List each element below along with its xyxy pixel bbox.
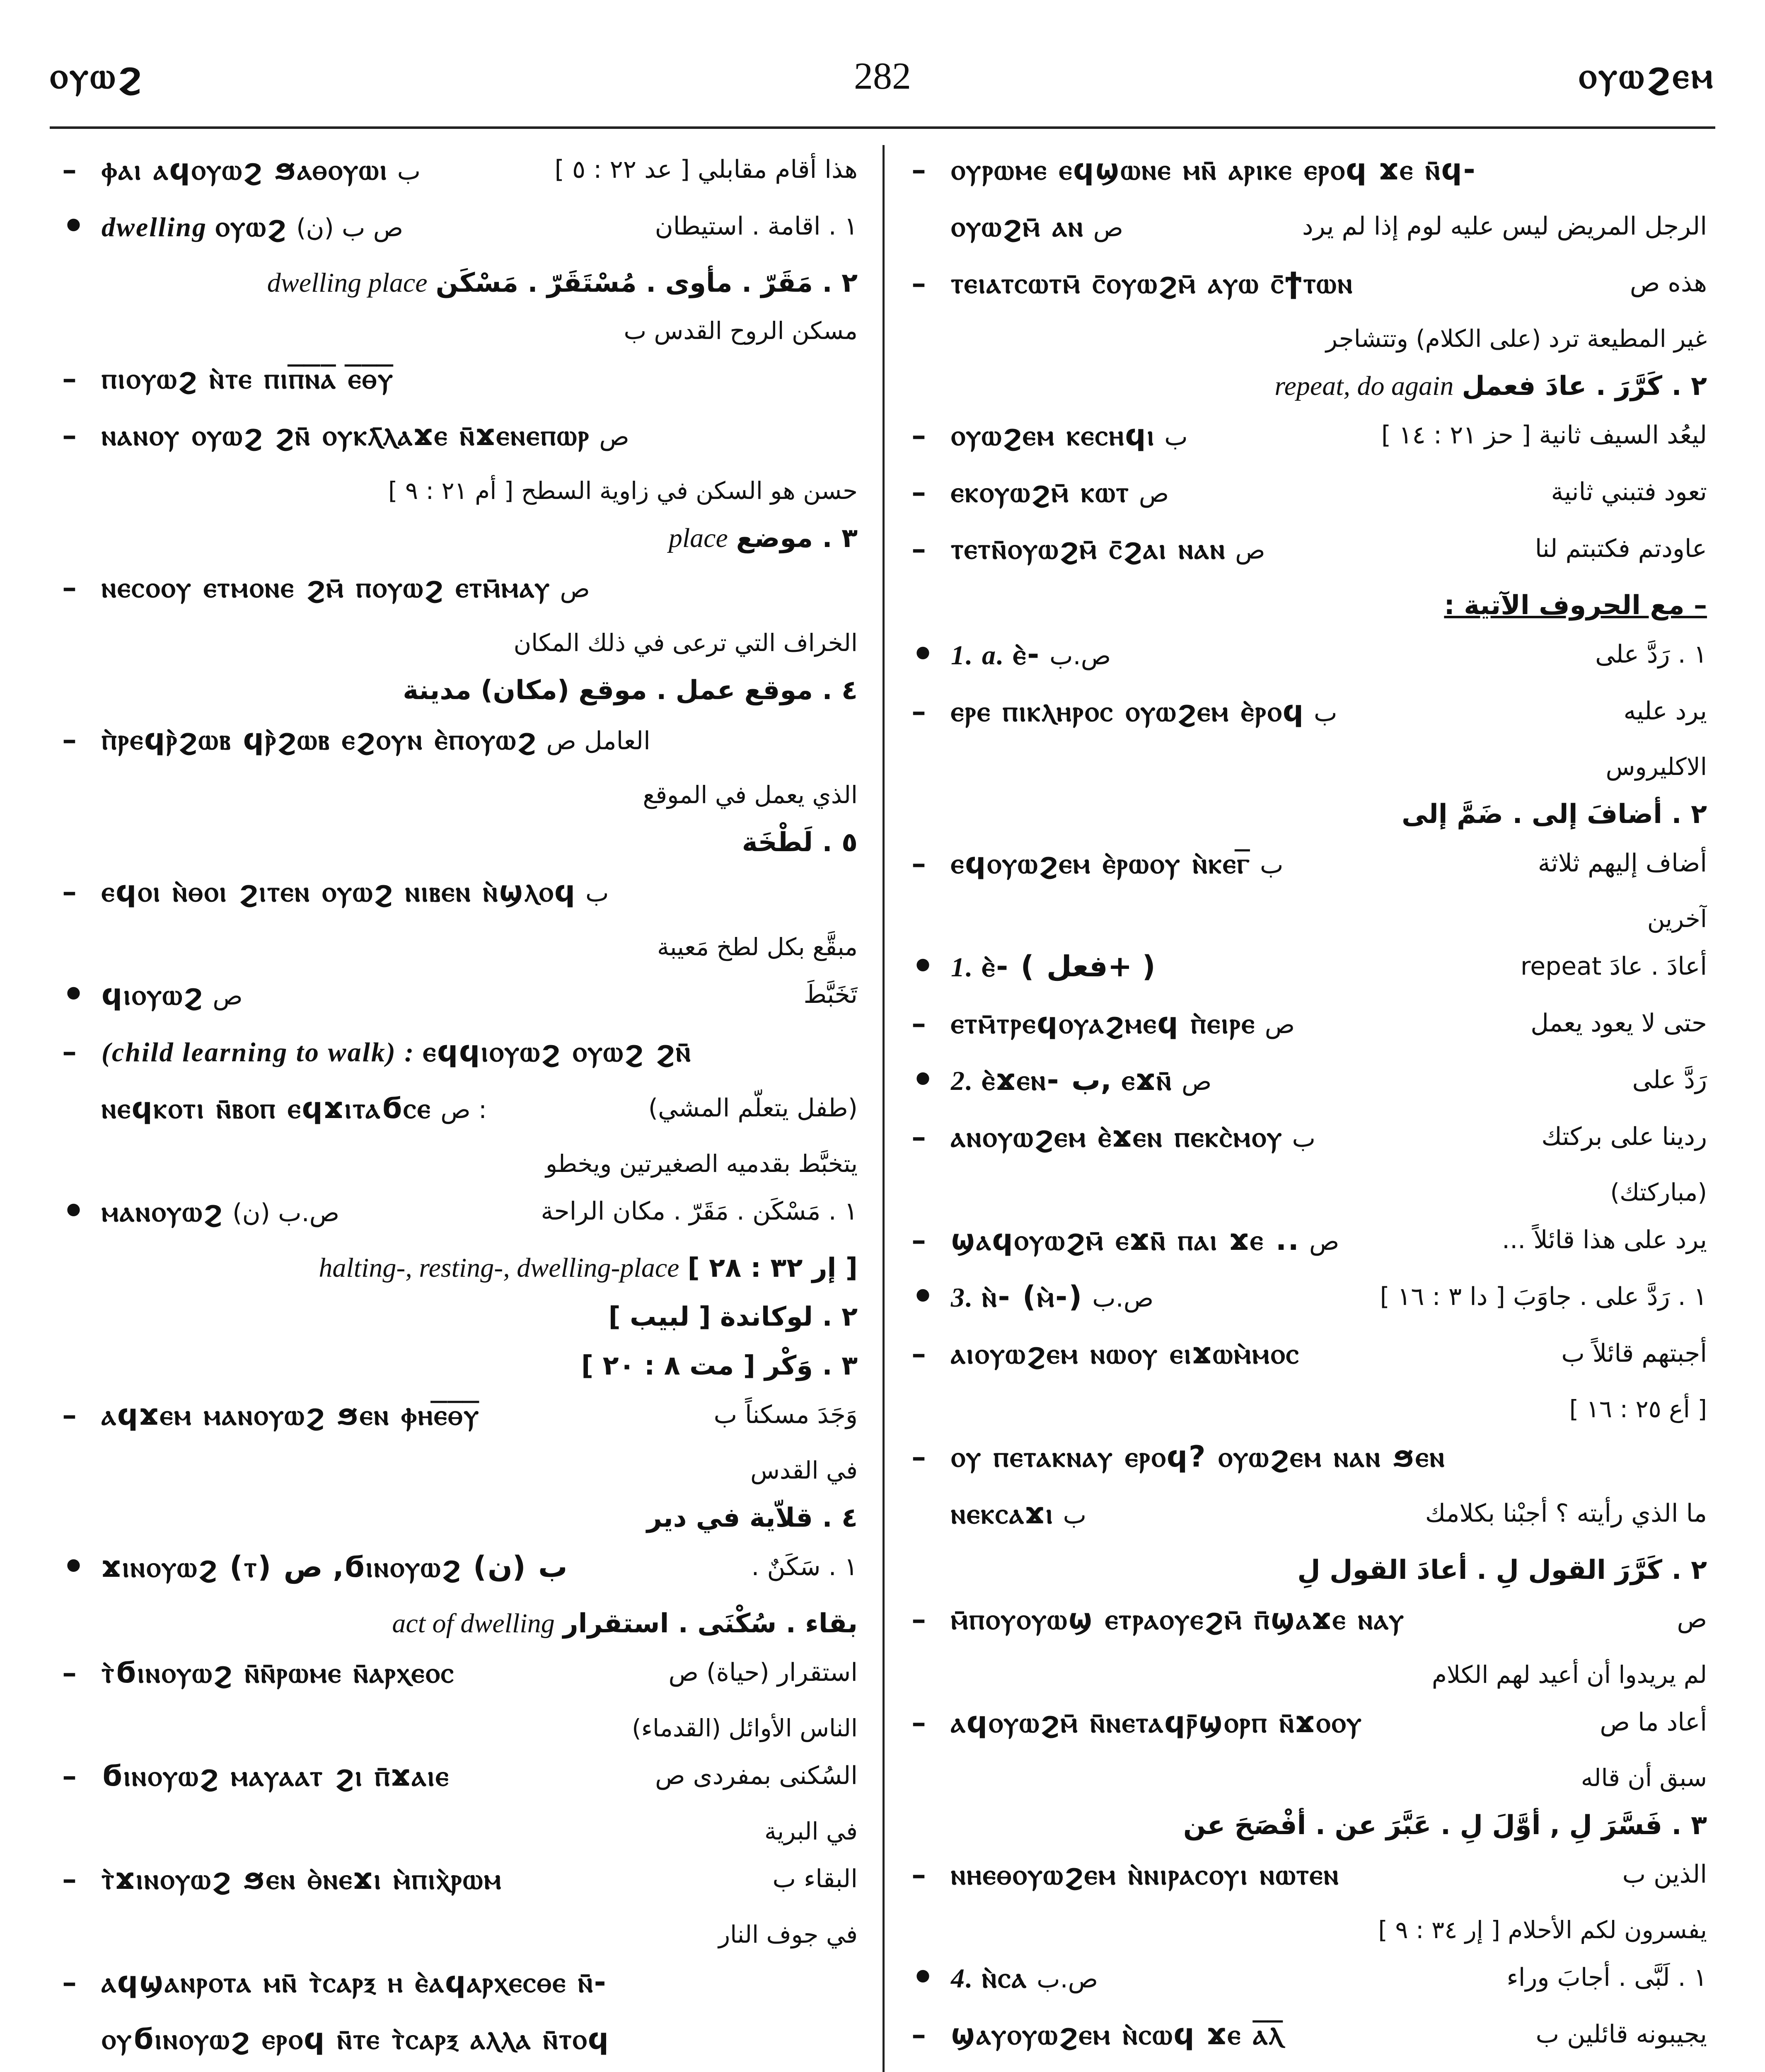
- coptic-phrase: ⲡⲓⲟⲩⲱϩ ⲛ̀ⲧⲉ ⲡⲓⲡ̅ⲛ̅ⲁ̅ ⲉ̅ⲑ̅ⲩ̅: [102, 361, 394, 395]
- entry-line: [62, 563, 858, 620]
- definition-arabic: بقاء . سُكْنَى . استقرار: [563, 1608, 858, 1639]
- dialect-tag: ص: [1181, 1067, 1212, 1096]
- coptic-text: [62, 563, 551, 612]
- entry-line: [62, 1648, 858, 1705]
- arabic-gloss-line: غير المطيعة ترد (على الكلام) وتتشاجر: [1325, 324, 1707, 353]
- dialect-tag: ص.ب: [1049, 641, 1111, 670]
- dash-marker: –: [62, 152, 77, 186]
- dash-marker: –: [912, 1705, 926, 1739]
- coptic-phrase: ϥⲓⲟⲩⲱϩ: [102, 978, 204, 1012]
- entry-line: [62, 1084, 858, 1140]
- definition-arabic: ٥ . لَطْخَة: [742, 827, 858, 858]
- dash-marker: –: [912, 418, 926, 452]
- entry-line: [912, 202, 1707, 259]
- coptic-phrase: ⲙⲁⲛⲟⲩⲱϩ: [102, 1194, 224, 1228]
- entry-line: [912, 259, 1707, 315]
- coptic-text: [62, 1390, 480, 1439]
- sense-definition: [62, 1599, 858, 1648]
- dialect-tag: ص :: [440, 1095, 487, 1124]
- dash-marker: –: [912, 1602, 926, 1636]
- arabic-translation: يجيبونه قائلين ب: [1535, 2020, 1707, 2049]
- entry-line: [912, 2010, 1707, 2067]
- dialect-tag: ب: [585, 879, 609, 908]
- coptic-phrase: ⲉ̀- ( فعل+ ): [982, 949, 1157, 983]
- sense-definition: [62, 514, 858, 563]
- coptic-phrase: ⲉⲣⲉ ⲡⲓⲕⲗⲏⲣⲟⲥ ⲟⲩⲱϩⲉⲙ ⲉ̀ⲣⲟϥ: [951, 694, 1305, 728]
- coptic-text: [912, 2010, 1284, 2059]
- english-label: 1.: [951, 952, 982, 983]
- bullet-marker: •: [62, 205, 85, 247]
- bullet-marker: •: [912, 1059, 934, 1101]
- header-rule: [50, 126, 1715, 129]
- sense-definition: [62, 1244, 858, 1293]
- coptic-text: [62, 1854, 502, 1903]
- sense-definition: [62, 259, 858, 307]
- page-header: [50, 54, 1715, 133]
- english-label: (child learning to walk) :: [102, 1037, 423, 1067]
- arabic-translation: أعاد ما ص: [1600, 1708, 1707, 1737]
- coptic-text: [912, 1595, 1405, 1644]
- coptic-text: [62, 1027, 692, 1077]
- section-subheading: – مع الحروف الآتية :: [1444, 590, 1707, 621]
- entry-line: [912, 1595, 1707, 1651]
- coptic-phrase: ⲛⲉⲥⲟⲟⲩ ⲉⲧⲙⲟⲛⲉ ϩⲙ̄ ⲡⲟⲩⲱϩ ⲉⲧⲙ̄ⲙⲁⲩ: [102, 570, 551, 604]
- entry-line: [912, 1432, 1707, 1489]
- coptic-text: [62, 354, 394, 403]
- bullet-marker: •: [912, 1276, 934, 1317]
- entry-line: [62, 1027, 858, 1084]
- coptic-phrase: ⲧ̀ϫⲓⲛⲟⲩⲱϩ ϧⲉⲛ ⲑ̀ⲛⲉϫⲓ ⲙ̀ⲡⲓⲭ̀ⲣⲱⲙ: [102, 1862, 503, 1896]
- arabic-gloss-line: الخراف التي ترعى في ذلك المكان: [513, 629, 858, 657]
- entry-line: [62, 145, 858, 202]
- english-label: 1. a.: [951, 640, 1013, 670]
- arabic-translation: رَدَّ على: [1632, 1065, 1707, 1094]
- entry-line: [912, 999, 1707, 1055]
- dash-marker: –: [912, 1006, 926, 1040]
- bullet-marker: •: [912, 633, 934, 675]
- coptic-text: [912, 202, 1084, 251]
- arabic-gloss-line: (مباركتك): [1610, 1178, 1707, 1206]
- coptic-text: [62, 2014, 610, 2063]
- definition-english: halting-, resting-, dwelling-place: [319, 1253, 679, 1283]
- coptic-phrase: ⲁϥϫⲉⲙ ⲙⲁⲛⲟⲩⲱϩ ϧⲉⲛ ⲫⲏⲉ̅ⲑ̅ⲩ̅: [102, 1398, 480, 1432]
- dialect-tag: ص: [1139, 479, 1169, 508]
- coptic-phrase: ⲫⲁⲓ ⲁϥⲟⲩⲱϩ ϧⲁⲑⲟⲩⲱⲓ: [102, 152, 388, 186]
- arabic-translation: وَجَدَ مسكناً ب: [713, 1400, 858, 1429]
- coptic-text: [62, 1751, 450, 1800]
- coptic-text: [912, 942, 1157, 992]
- dash-marker: –: [62, 570, 77, 604]
- coptic-phrase: ⲉⲕⲟⲩⲱϩⲙ̄ ⲕⲱⲧ: [951, 475, 1130, 509]
- coptic-phrase: ⲉⲧⲙ̄ⲧⲣⲉϥⲟⲩⲁϩⲙⲉϥ ⲡ̀ⲉⲓⲣⲉ: [951, 1006, 1256, 1040]
- definition-english: place: [668, 523, 728, 553]
- arabic-translation: الذين ب: [1622, 1860, 1707, 1889]
- dialect-tag: ص ب (ن): [296, 213, 404, 242]
- definition-arabic: ٢ . مَقَرّ . مأوى . مُسْتَقَرّ . مَسْكَن: [435, 268, 858, 298]
- arabic-translation: يرد عليه: [1623, 697, 1707, 726]
- coptic-phrase: ⲛ̀ⲥⲁ: [982, 1961, 1028, 1995]
- sense-definition: [912, 1801, 1707, 1850]
- entry-line: [912, 1215, 1707, 1272]
- arabic-translation: ردينا على بركتك: [1541, 1122, 1707, 1151]
- definition-arabic: ٢ . كَرَّرَ القول لِ . أعادَ القول لِ: [1297, 1555, 1707, 1585]
- coptic-phrase: ⲧ̀ϭⲓⲛⲟⲩⲱϩ ⲛ̄ⲛ̄ⲣⲱⲙⲉ ⲛ̄ⲁⲣⲭⲉⲟⲥ: [102, 1656, 455, 1690]
- coptic-text: [62, 145, 388, 194]
- dialect-tag: ص: [213, 982, 243, 1011]
- dash-marker: –: [62, 1034, 77, 1068]
- entry-line: [62, 2014, 858, 2071]
- arabic-translation: هذا أقام مقابلي [ عد ٢٢ : ٥ ]: [554, 155, 858, 184]
- dash-marker: –: [912, 694, 926, 728]
- arabic-gloss-line: في القدس: [750, 1456, 858, 1484]
- entry-line: [62, 411, 858, 467]
- arabic-translation: تَخَبَّطَ: [803, 980, 858, 1009]
- arabic-translation: البقاء ب: [772, 1864, 858, 1893]
- coptic-phrase: ⲛⲏⲉⲑⲟⲩⲱϩⲉⲙ ⲛ̀ⲛⲓⲣⲁⲥⲟⲩⲓ ⲛⲱⲧⲉⲛ: [951, 1857, 1340, 1891]
- arabic-translation: ١ . لَبَّى . أجابَ وراء: [1506, 1963, 1707, 1992]
- arabic-translation: (طفل يتعلّم المشي): [648, 1094, 858, 1123]
- arabic-gloss-line: الذي يعمل في الموقع: [643, 781, 858, 809]
- coptic-phrase: ϫⲓⲛⲟⲩⲱϩ (ⲧ) ص ,ϭⲓⲛⲟⲩⲱϩ (ن) ب: [102, 1550, 568, 1584]
- arabic-translation: ص: [1677, 1605, 1707, 1634]
- coptic-phrase: ⲟⲩⲱϩⲙ̄ ⲁⲛ: [951, 209, 1084, 243]
- entry-line: [62, 354, 858, 411]
- dialect-tag: ب: [1164, 422, 1188, 451]
- arabic-translation: السُكنى بمفردى ص: [655, 1761, 858, 1790]
- dialect-tag: ب: [397, 157, 421, 186]
- coptic-phrase: ⲙ̄ⲡⲟⲩⲟⲩⲱϣ ⲉⲧⲣⲁⲟⲩⲉϩⲙ̄ ⲡ̄ϣⲁϫⲉ ⲛⲁⲩ: [951, 1602, 1405, 1636]
- bullet-marker: •: [62, 1546, 85, 1588]
- entry-line: [912, 1329, 1707, 1386]
- dash-marker: –: [912, 1119, 926, 1154]
- entry-line: [912, 1272, 1707, 1329]
- dialect-tag: ب: [1260, 850, 1284, 879]
- dash-marker: –: [62, 361, 77, 395]
- arabic-translation: ١ . مَسْكَن . مَقَرّ . مكان الراحة: [541, 1197, 858, 1226]
- arabic-translation: حتى لا يعود يعمل: [1530, 1009, 1707, 1038]
- coptic-text: [62, 715, 537, 764]
- left-column: [62, 145, 858, 2072]
- dash-marker: –: [912, 1222, 926, 1257]
- entry-line: [912, 687, 1707, 743]
- coptic-text: [62, 1648, 455, 1697]
- coptic-text: [912, 1698, 1363, 1747]
- entry-line: [62, 1542, 858, 1599]
- sense-definition: [62, 818, 858, 867]
- bullet-marker: •: [912, 945, 934, 987]
- arabic-translation: الرجل المريض ليس عليه لوم إذا لم يرد: [1302, 212, 1707, 241]
- dash-marker: –: [912, 152, 926, 186]
- coptic-phrase: ⲧⲉⲓⲁⲧⲥⲱⲧⲙ̄ ⲥ̄ⲟⲩⲱϩⲙ̄ ⲁⲩⲱ ⲥ̄ϯⲧⲱⲛ: [951, 266, 1354, 300]
- coptic-text: [62, 202, 287, 252]
- coptic-phrase: ⲉϥⲟⲩⲱϩⲉⲙ ⲉ̀ⲣⲱⲟⲩ ⲛ̀ⲕⲉⲅ̅: [951, 846, 1251, 880]
- entry-line: [912, 411, 1707, 467]
- definition-english: dwelling place: [267, 268, 428, 298]
- sense-definition: [62, 666, 858, 715]
- arabic-translation: أعادَ . عادَ repeat: [1520, 952, 1707, 981]
- dialect-tag: ب: [1292, 1124, 1316, 1153]
- dash-marker: –: [912, 846, 926, 880]
- coptic-text: [912, 1215, 1300, 1264]
- entry-line: [912, 839, 1707, 896]
- arabic-gloss-line: مسكن الروح القدس ب: [624, 317, 858, 345]
- sense-definition: [62, 1493, 858, 1542]
- dialect-tag: ص.ب: [1092, 1284, 1154, 1313]
- coptic-text: [62, 1084, 431, 1133]
- arabic-translation: أضاف إليهم ثلاثة: [1538, 849, 1707, 878]
- dash-marker: –: [912, 474, 926, 509]
- coptic-phrase: ⲛⲁⲛⲟⲩ ⲟⲩⲱϩ ϩⲛ̄ ⲟⲩⲕⲗ̄ⲗⲁϫⲉ ⲛ̄ϫⲉⲛⲉⲡⲱⲣ: [102, 418, 590, 452]
- running-head-right: ⲟⲩⲱϩⲉⲙ: [1579, 54, 1715, 97]
- dialect-tag: ص: [599, 422, 629, 451]
- arabic-translation: أجبتهم قائلاً ب: [1561, 1339, 1707, 1368]
- arabic-translation: ١ . رَدَّ على . جاوَبَ [ دا ٣ : ١٦ ]: [1380, 1282, 1707, 1311]
- arabic-gloss-line: الاكليروس: [1605, 753, 1707, 781]
- entry-line: [912, 524, 1707, 581]
- definition-arabic: ٢ . كَرَّرَ . عادَ فعمل: [1462, 371, 1707, 402]
- entry-line: [912, 1850, 1707, 1907]
- coptic-phrase: ⲉ̀ϫⲉⲛ- ب, ⲉϫⲛ̄: [982, 1063, 1173, 1097]
- coptic-text: [62, 411, 590, 460]
- coptic-text: [912, 259, 1354, 307]
- arabic-translation: ١ . اقامة . استيطان: [655, 212, 858, 241]
- definition-arabic: ٣ . وَكْر [ مت ٨ : ٢٠ ]: [581, 1351, 858, 1381]
- definition-arabic: ٣ . فَسَّرَ لِ , أوَّلَ لِ . عَبَّرَ عن . أفْصَحَ عن: [1183, 1810, 1707, 1841]
- dash-marker: –: [62, 1758, 77, 1793]
- entry-line: [912, 467, 1707, 524]
- english-label: 2.: [951, 1066, 982, 1096]
- coptic-text: [912, 1850, 1339, 1899]
- coptic-phrase: ⲁϥⲟⲩⲱϩⲙ̄ ⲛ̄ⲛⲉⲧⲁϥⲣ̄ϣⲟⲣⲡ ⲛ̄ϫⲟⲟⲩ: [951, 1705, 1363, 1739]
- dash-marker: –: [62, 874, 77, 908]
- coptic-text: [912, 839, 1251, 888]
- bullet-marker: •: [912, 1956, 934, 1998]
- entry-line: [62, 202, 858, 259]
- dash-marker: –: [912, 1336, 926, 1370]
- arabic-translation: عاودتم فكتبتم لنا: [1535, 534, 1707, 563]
- dash-marker: –: [912, 1439, 926, 1474]
- definition-arabic: ٢ . لوكاندة [ لبيب ]: [608, 1302, 858, 1332]
- arabic-gloss-line: سبق أن قاله: [1581, 1764, 1707, 1792]
- coptic-text: [62, 1542, 567, 1591]
- definition-arabic: ٤ . موقع عمل . موقع (مكان) مدينة: [403, 675, 858, 706]
- coptic-phrase: ⲡ̀ⲣⲉϥⲣ̀ϩⲱⲃ ϥⲣ̀ϩⲱⲃ ⲉϩⲟⲩⲛ ⲉ̀ⲡⲟⲩⲱϩ: [102, 722, 537, 756]
- coptic-phrase: ⲧⲉⲧⲛ̄ⲟⲩⲱϩⲙ̄ ⲥ̄ϩⲁⲓ ⲛⲁⲛ: [951, 532, 1226, 566]
- coptic-text: [62, 867, 576, 916]
- dash-marker: –: [62, 1861, 77, 1896]
- coptic-text: [912, 687, 1305, 736]
- english-label: 4.: [951, 1963, 982, 1994]
- arabic-translation: ما الذي رأيته ؟ أجبْنا بكلامك: [1425, 1499, 1707, 1528]
- arabic-gloss-line: مبقَّع بكل لطخ مَعيبة: [657, 933, 858, 961]
- dialect-tag: ص: [1309, 1227, 1339, 1256]
- running-head-left: ⲟⲩⲱϩ: [50, 54, 144, 97]
- arabic-gloss-line: حسن هو السكن في زاوية السطح [ أم ٢١ : ٩ ]: [388, 477, 858, 505]
- definition-english: repeat, do again: [1274, 371, 1454, 401]
- dash-marker: –: [62, 1965, 77, 1999]
- arabic-translation: يرد على هذا قائلاً ...: [1502, 1225, 1707, 1254]
- arabic-gloss-line: يفسرون لكم الأحلام [ إر ٣٤ : ٩ ]: [1378, 1916, 1707, 1944]
- entry-line: [62, 1751, 858, 1808]
- dash-marker: –: [912, 1857, 926, 1891]
- arabic-gloss-line: آخرين: [1647, 905, 1707, 933]
- coptic-text: [912, 1112, 1283, 1161]
- dash-marker: –: [62, 418, 77, 452]
- entry-line: [912, 1112, 1707, 1169]
- coptic-phrase: ⲉϥϥⲓⲟⲩⲱϩ ⲟⲩⲱϩ ϩⲛ̄: [423, 1034, 692, 1068]
- entry-line: [62, 970, 858, 1027]
- sense-definition: [912, 362, 1707, 411]
- entry-line: [62, 1958, 858, 2014]
- sense-definition: [62, 1341, 858, 1390]
- bullet-marker: •: [62, 973, 85, 1015]
- coptic-phrase: ϣⲁⲩⲟⲩⲱϩⲉⲙ ⲛ̀ⲥⲱϥ ϫⲉ ⲁ̅ⲗ̅: [951, 2017, 1284, 2051]
- coptic-text: [912, 1055, 1173, 1106]
- coptic-text: [912, 1489, 1054, 1538]
- dash-marker: –: [912, 2017, 926, 2051]
- definition-arabic: ٣ . موضع: [736, 523, 858, 554]
- arabic-gloss-line: [912, 2067, 1707, 2072]
- coptic-phrase: ϣⲁϥⲟⲩⲱϩⲙ̄ ⲉϫⲛ̄ ⲡⲁⲓ ϫⲉ ..: [951, 1223, 1300, 1257]
- definition-arabic: ٤ . قلاّية في دير: [646, 1503, 858, 1533]
- coptic-phrase: ⲛⲉⲕⲥⲁϫⲓ: [951, 1496, 1054, 1530]
- coptic-text: [912, 999, 1256, 1048]
- sense-definition: [62, 1293, 858, 1341]
- dialect-tag: العامل ص: [546, 726, 650, 755]
- english-label: 3.: [951, 1283, 982, 1313]
- coptic-phrase: ⲟⲩⲣⲱⲙⲉ ⲉϥϣⲱⲛⲉ ⲙⲛ̄ ⲁⲣⲓⲕⲉ ⲉⲣⲟϥ ϫⲉ ⲛ̄ϥ-: [951, 152, 1477, 186]
- definition-english: act of dwelling: [392, 1608, 555, 1639]
- entry-line: [912, 145, 1707, 202]
- entry-line: [62, 867, 858, 924]
- sense-definition: [912, 1546, 1707, 1595]
- arabic-translation: ١ . رَدَّ على: [1595, 640, 1707, 669]
- coptic-phrase: ⲉ̀-: [1013, 637, 1041, 671]
- arabic-translation: هذه ص: [1630, 269, 1707, 298]
- entry-line: [62, 1854, 858, 1911]
- definition-arabic: ٢ . أضافَ إلى . ضَمَّ إلى: [1402, 799, 1707, 830]
- dialect-tag: ص: [560, 574, 590, 603]
- coptic-text: [912, 524, 1226, 573]
- entry-line: [912, 1698, 1707, 1755]
- coptic-phrase: ⲟⲩⲱϩ: [215, 209, 288, 243]
- dash-marker: –: [912, 531, 926, 566]
- arabic-gloss-line: في البرية: [764, 1817, 858, 1845]
- entry-line: [912, 942, 1707, 999]
- entry-line: [912, 1953, 1707, 2010]
- arabic-gloss-line: [ أع ٢٥ : ١٦ ]: [1569, 1395, 1707, 1423]
- arabic-translation: استقرار (حياة) ص: [668, 1658, 858, 1687]
- coptic-text: [62, 1958, 607, 2007]
- arabic-translation: ١ . سَكَنٌ .: [751, 1552, 858, 1581]
- bullet-marker: •: [62, 1190, 85, 1232]
- arabic-translation: تعود فتبني ثانية: [1551, 477, 1707, 506]
- coptic-text: [912, 411, 1155, 460]
- entry-line: [912, 630, 1707, 687]
- coptic-phrase: ⲁⲓⲟⲩⲱϩⲉⲙ ⲛⲱⲟⲩ ⲉⲓϫⲱⲙ̀ⲙⲟⲥ: [951, 1336, 1300, 1370]
- arabic-gloss-line: يتخبَّط بقدميه الصغيرتين ويخطو: [545, 1150, 858, 1178]
- dialect-tag: ص: [1093, 213, 1124, 242]
- coptic-phrase: ⲉϥⲟⲓ ⲛ̀ⲑⲟⲓ ϩⲓⲧⲉⲛ ⲟⲩⲱϩ ⲛⲓⲃⲉⲛ ⲛ̀ϣⲗⲟϥ: [102, 874, 576, 908]
- dash-marker: –: [62, 1397, 77, 1432]
- arabic-gloss-line: الناس الأوائل (القدماء): [632, 1714, 858, 1742]
- coptic-phrase: ⲁⲛⲟⲩⲱϩⲉⲙ ⲉ̀ϫⲉⲛ ⲡⲉⲕⲥ̀ⲙⲟⲩ: [951, 1120, 1283, 1154]
- sense-definition: [912, 790, 1707, 839]
- coptic-phrase: ϭⲓⲛⲟⲩⲱϩ ⲙⲁⲩⲁⲁⲧ ϩⲓ ⲡ̄ϫⲁⲓⲉ: [102, 1759, 450, 1793]
- coptic-phrase: ⲟⲩⲱϩⲉⲙ ⲕⲉⲥⲏϥⲓ: [951, 418, 1156, 452]
- coptic-phrase: ⲛ̀- (ⲙ̀-): [982, 1280, 1083, 1314]
- dialect-tag: ص: [1235, 536, 1265, 565]
- coptic-text: [912, 1329, 1300, 1378]
- entry-line: [62, 1187, 858, 1244]
- arabic-translation: ليعُد السيف ثانية [ حز ٢١ : ١٤ ]: [1381, 421, 1707, 450]
- dialect-tag: ص.ب (ن): [232, 1198, 340, 1227]
- coptic-text: [912, 145, 1477, 194]
- arabic-gloss-line: في جوف النار: [718, 1920, 858, 1949]
- column-divider: [882, 145, 885, 2072]
- dialect-tag: ب: [1063, 1501, 1087, 1530]
- dash-marker: –: [62, 1655, 77, 1690]
- coptic-phrase: ⲟⲩ ⲡⲉⲧⲁⲕⲛⲁⲩ ⲉⲣⲟϥ? ⲟⲩⲱϩⲉⲙ ⲛⲁⲛ ϧⲉⲛ: [951, 1440, 1446, 1474]
- coptic-phrase: ⲟⲩϭⲓⲛⲟⲩⲱϩ ⲉⲣⲟϥ ⲛ̄ⲧⲉ ⲧ̀ⲥⲁⲣⲝ ⲁⲗⲗⲁ ⲛ̄ⲧⲟϥ: [102, 2022, 610, 2056]
- dash-marker: –: [62, 722, 77, 756]
- dialect-tag: ب: [1313, 698, 1337, 727]
- english-label: dwelling: [102, 212, 215, 242]
- entry-line: [62, 715, 858, 772]
- right-column: [912, 145, 1707, 2072]
- coptic-text: [912, 467, 1130, 516]
- dialect-tag: ص: [1265, 1010, 1295, 1039]
- entry-line: [912, 1489, 1707, 1546]
- entry-line: [62, 1390, 858, 1447]
- dash-marker: –: [912, 266, 926, 300]
- coptic-phrase: ⲛⲉϥⲕⲟⲧⲓ ⲛ̄ⲃⲟⲡ ⲉϥϫⲓⲧⲁϭⲥⲉ: [102, 1091, 432, 1125]
- arabic-gloss-line: لم يريدوا أن أعيد لهم الكلام: [1431, 1661, 1707, 1689]
- page-number: 282: [854, 55, 911, 97]
- dialect-tag: ص.ب: [1037, 1965, 1098, 1994]
- definition-arabic: [ إر ٣٢ : ٢٨ ]: [687, 1253, 858, 1283]
- coptic-text: [912, 1432, 1446, 1481]
- entry-line: [912, 1055, 1707, 1112]
- coptic-phrase: ⲁϥϣⲁⲛⲣⲟⲧⲁ ⲙⲛ̄ ⲧ̀ⲥⲁⲣⲝ ⲏ ⲉ̀ⲁϥⲁⲣⲭⲉⲥⲑⲉ ⲛ̄-: [102, 1965, 607, 1999]
